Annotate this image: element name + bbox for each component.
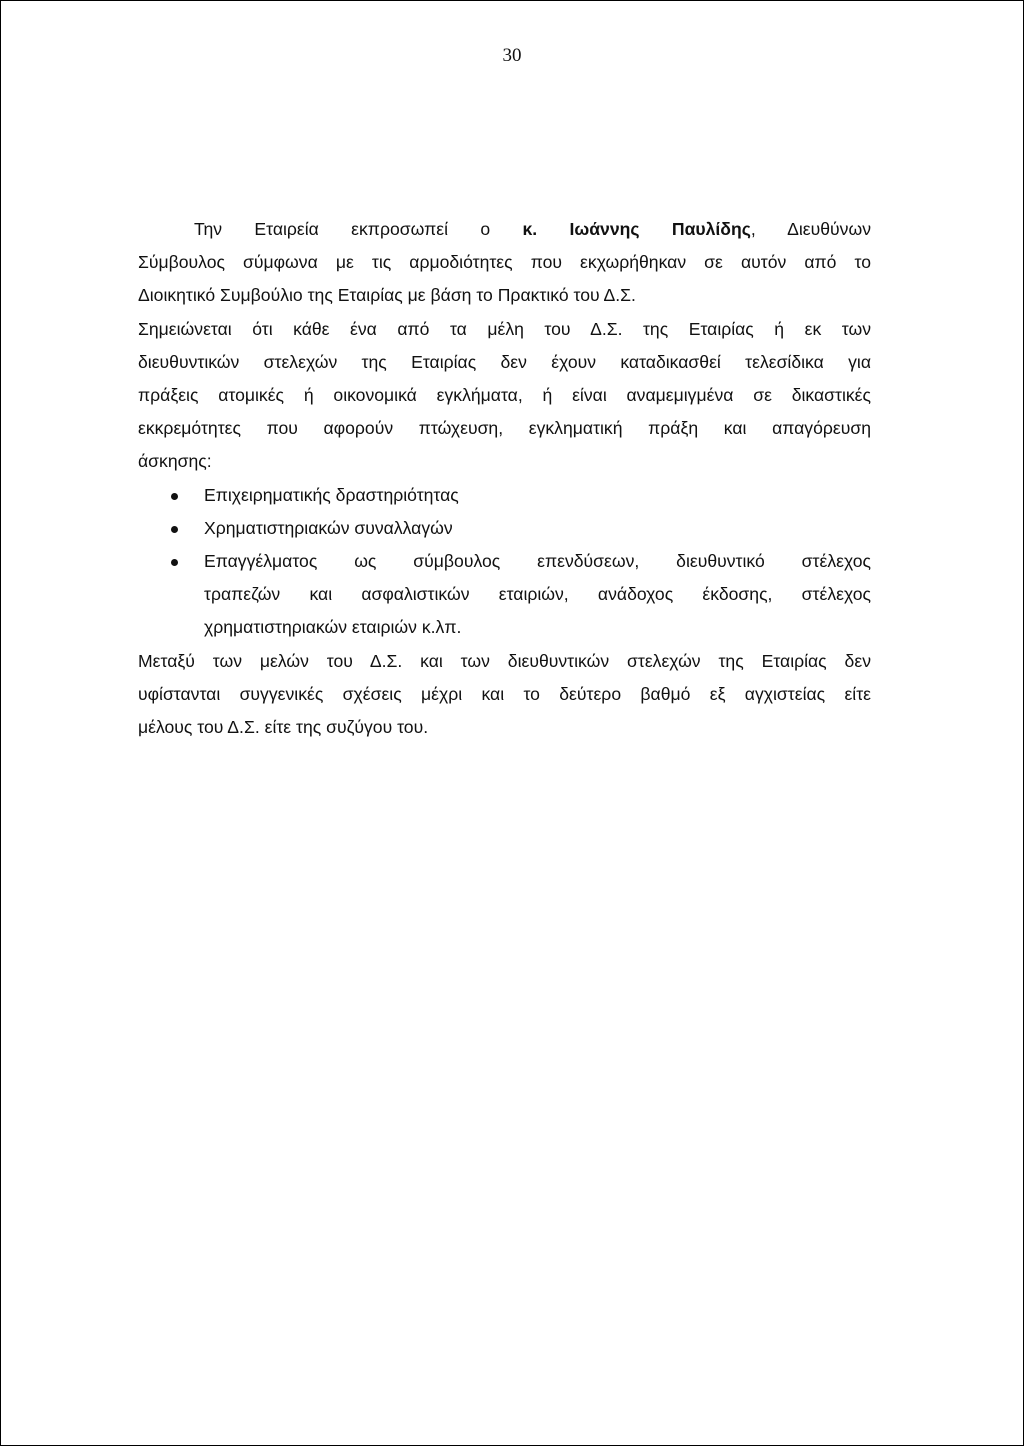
disclosure-line-2: διευθυντικών στελεχών της Εταιρίας δεν έχουν καταδικασθεί τελεσίδικα για	[138, 351, 871, 372]
family-line-1: Μεταξύ των μελών του Δ.Σ. και των διευθυντικών στελεχών της Εταιρίας δεν	[138, 650, 871, 671]
bullet-icon	[171, 493, 178, 500]
disclosure-paragraph-cont	[138, 346, 871, 479]
activity-securities: Χρηματιστηριακών συναλλαγών	[204, 517, 453, 538]
representation-title: , Διευθύνων	[750, 219, 871, 239]
activity-profession-line-2: τραπεζών και ασφαλιστικών εταιριών, ανάδοχος έκδοσης, στέλεχος	[204, 584, 871, 605]
activity-profession-line-3: χρηματιστηριακών εταιριών κ.λπ.	[204, 617, 462, 638]
list-item	[138, 512, 871, 545]
document-body	[138, 213, 871, 744]
document-page	[1, 1, 1023, 1445]
disclosure-line-5: άσκησης:	[138, 451, 212, 472]
activities-list	[138, 479, 871, 645]
representation-paragraph-cont	[138, 246, 871, 312]
family-line-3: μέλους του Δ.Σ. είτε της συζύγου του.	[138, 717, 429, 738]
disclosure-paragraph	[138, 313, 871, 346]
representation-line-2: Σύμβουλος σύμφωνα με τις αρμοδιότητες που εκχωρήθηκαν σε αυτόν από το	[138, 252, 871, 273]
family-line-2: υφίστανται συγγενικές σχέσεις μέχρι και το δεύτερο βαθμό εξ αγχιστείας είτε	[138, 683, 871, 704]
bullet-icon	[171, 559, 178, 566]
bullet-icon	[171, 526, 178, 533]
representation-lead: Την Εταιρεία εκπροσωπεί ο	[194, 219, 491, 239]
list-item	[138, 479, 871, 512]
activity-profession-line-1: Επαγγέλματος ως σύμβουλος επενδύσεων, διευθυντικό στέλεχος	[204, 551, 871, 572]
representative-name: κ. Ιωάννης Παυλίδης	[522, 219, 751, 239]
disclosure-line-4: εκκρεμότητες που αφορούν πτώχευση, εγκληματική πράξη και απαγόρευση	[138, 418, 871, 439]
representation-paragraph	[138, 213, 871, 246]
representation-line-3: Διοικητικό Συμβούλιο της Εταιρίας με βάση το Πρακτικό του Δ.Σ.	[138, 285, 636, 306]
disclosure-line-1: Σημειώνεται ότι κάθε ένα από τα μέλη του Δ.Σ. της Εταιρίας ή εκ των	[138, 318, 871, 339]
page-number: 30	[502, 45, 522, 66]
disclosure-line-3: πράξεις ατομικές ή οικονομικά εγκλήματα, ή είναι αναμεμιγμένα σε δικαστικές	[138, 385, 871, 406]
representation-line-1	[138, 213, 871, 246]
family-relations-paragraph	[138, 645, 871, 745]
list-item	[138, 545, 871, 645]
activity-business: Επιχειρηματικής δραστηριότητας	[204, 484, 459, 505]
